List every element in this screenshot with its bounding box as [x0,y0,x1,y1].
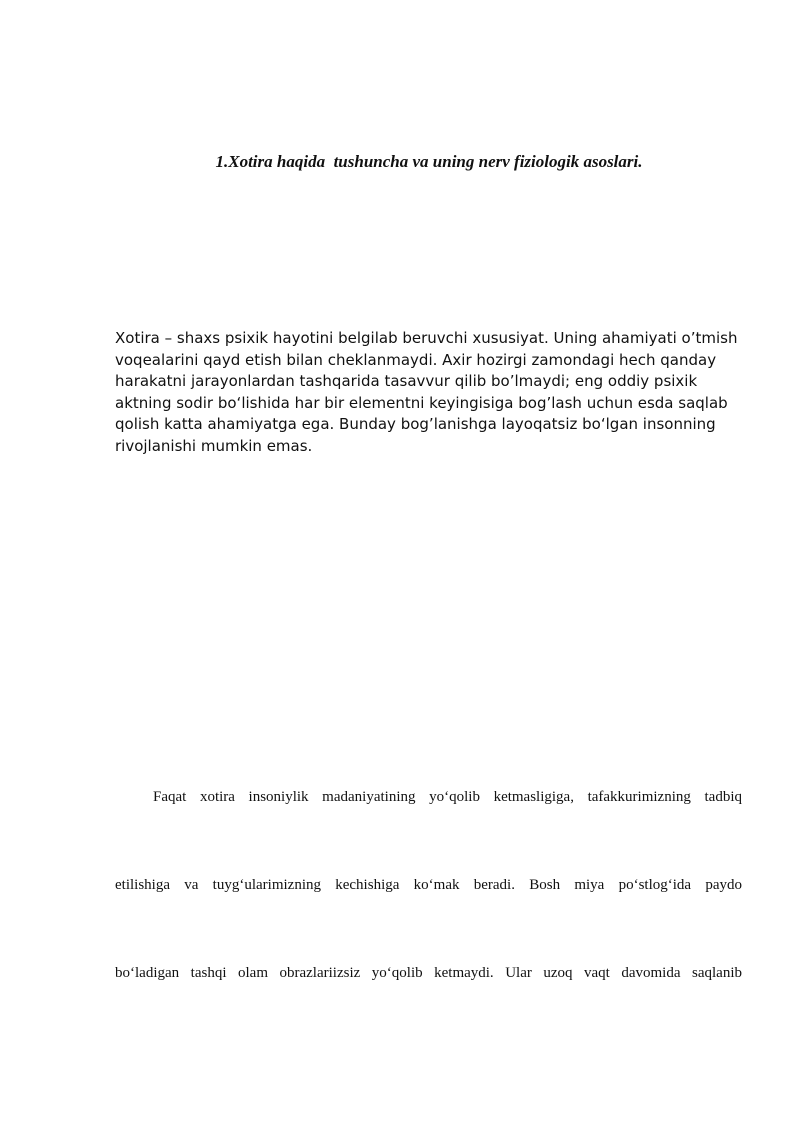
paragraph-line: bo‘ladigan tashqi olam obrazlariizsiz yo‘qolib ketmaydi. Ular uzoq vaqt davomida saqlanib [115,965,742,981]
page-title: 1.Xotira haqida tushuncha va uning nerv fiziologik asoslari. [215,152,643,171]
paragraph-memory-definition: Xotira – shaxs psixik hayotini belgilab beruvchi xususiyat. Uning ahamiyati o’tmish voqealarini qayd etish bilan cheklanmaydi. Axir hozirgi zamondagi hech qanday harakatni jarayonlardan tashqarida tasavvur qilib bo’lmaydi; eng oddiy psixik aktning sodir bo‘lishida har bir elementni keyingisiga bog’lash uchun esda saqlab qolish katta ahamiyatga ega. Bunday bog’lanishga layoqatsiz bo‘lgan insonning rivojlanishi mumkin emas. [115,329,738,455]
paragraph-line: etilishiga va tuyg‘ularimizning kechishiga ko‘mak beradi. Bosh miya po‘stlog‘ida paydo [115,877,742,893]
paragraph-line: Faqat xotira insoniylik madaniyatining yo‘qolib ketmasligiga, tafakkurimizning tadbiq [153,789,742,805]
paragraph-memory-role [115,787,742,1051]
